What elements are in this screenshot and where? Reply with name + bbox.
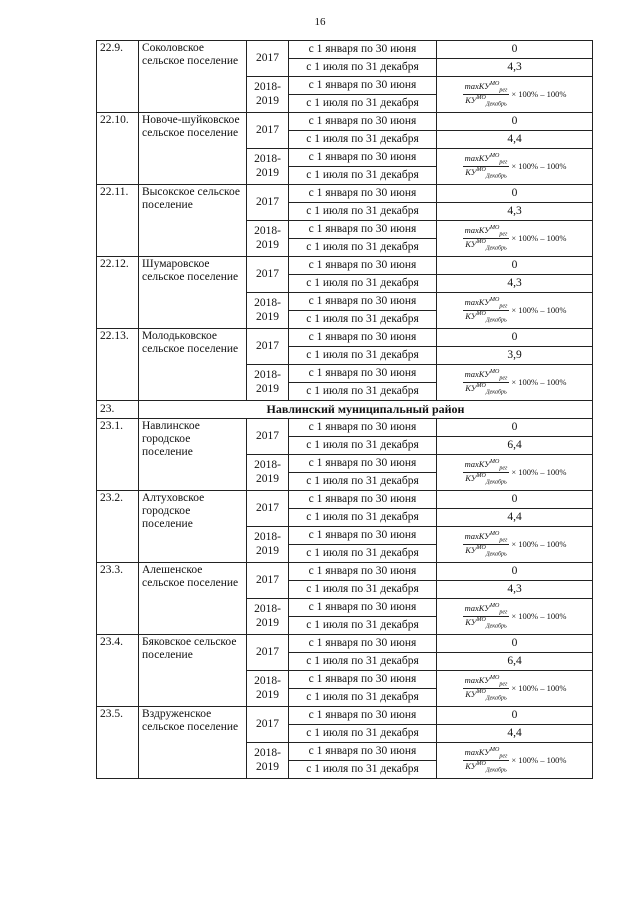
period-first-half: с 1 января по 30 июня bbox=[289, 329, 437, 347]
year-2019: 2019 bbox=[256, 166, 279, 179]
year-2017: 2017 bbox=[247, 635, 289, 671]
period-first-half: с 1 января по 30 июня bbox=[289, 293, 437, 311]
formula-denominator: $КУ^{МО}_{Декабрь}$ bbox=[465, 166, 507, 180]
settlement-name: Высокское сельское поселение bbox=[139, 185, 247, 257]
year-2019: 2019 bbox=[256, 544, 279, 557]
formula-suffix: × 100% – 100% bbox=[511, 88, 567, 99]
formula bbox=[437, 531, 592, 558]
table-row bbox=[97, 41, 593, 59]
value-second-half: 4,4 bbox=[437, 131, 593, 149]
settlement-name: Навлинское городское поселение bbox=[139, 419, 247, 491]
formula-cell bbox=[437, 77, 593, 113]
year-2018: 2018- bbox=[254, 297, 281, 310]
period-first-half: с 1 января по 30 июня bbox=[289, 455, 437, 473]
value-second-half: 4,3 bbox=[437, 203, 593, 221]
formula-denominator: $КУ^{МО}_{Декабрь}$ bbox=[465, 760, 507, 774]
period-second-half: с 1 июля по 31 декабря bbox=[289, 545, 437, 563]
row-number: 23.1. bbox=[97, 419, 139, 491]
period-second-half: с 1 июля по 31 декабря bbox=[289, 581, 437, 599]
formula-numerator: maxКУ$^{МО}_{рег}$ bbox=[464, 531, 508, 544]
settlement-name: Алешенское сельское поселение bbox=[139, 563, 247, 635]
section-number: 23. bbox=[97, 401, 139, 419]
period-second-half: с 1 июля по 31 декабря bbox=[289, 167, 437, 185]
year-2018-2019 bbox=[247, 365, 289, 401]
year-2018-2019 bbox=[247, 293, 289, 329]
section-row bbox=[97, 401, 593, 419]
value-second-half: 3,9 bbox=[437, 347, 593, 365]
settlement-name: Молодьковское сельское поселение bbox=[139, 329, 247, 401]
year-2018: 2018- bbox=[254, 603, 281, 616]
formula-denominator: $КУ^{МО}_{Декабрь}$ bbox=[465, 472, 507, 486]
formula-denominator: $КУ^{МО}_{Декабрь}$ bbox=[465, 94, 507, 108]
formula bbox=[437, 81, 592, 108]
row-number: 23.4. bbox=[97, 635, 139, 707]
period-first-half: с 1 января по 30 июня bbox=[289, 77, 437, 95]
value-first-half: 0 bbox=[437, 419, 593, 437]
formula-suffix: × 100% – 100% bbox=[511, 466, 567, 477]
year-2018: 2018- bbox=[254, 369, 281, 382]
year-2019: 2019 bbox=[256, 472, 279, 485]
period-second-half: с 1 июля по 31 декабря bbox=[289, 275, 437, 293]
formula-numerator: maxКУ$^{МО}_{рег}$ bbox=[464, 603, 508, 616]
period-first-half: с 1 января по 30 июня bbox=[289, 527, 437, 545]
year-2018: 2018- bbox=[254, 225, 281, 238]
year-2018: 2018- bbox=[254, 747, 281, 760]
year-2019: 2019 bbox=[256, 688, 279, 701]
period-first-half: с 1 января по 30 июня bbox=[289, 257, 437, 275]
period-second-half: с 1 июля по 31 декабря bbox=[289, 347, 437, 365]
formula bbox=[437, 603, 592, 630]
period-first-half: с 1 января по 30 июня bbox=[289, 41, 437, 59]
period-first-half: с 1 января по 30 июня bbox=[289, 599, 437, 617]
year-2017: 2017 bbox=[247, 185, 289, 221]
row-number: 22.11. bbox=[97, 185, 139, 257]
table-row bbox=[97, 401, 593, 419]
value-second-half: 6,4 bbox=[437, 437, 593, 455]
period-second-half: с 1 июля по 31 декабря bbox=[289, 59, 437, 77]
formula bbox=[437, 747, 592, 774]
year-2018: 2018- bbox=[254, 675, 281, 688]
value-first-half: 0 bbox=[437, 41, 593, 59]
formula-fraction bbox=[463, 225, 510, 252]
year-2017: 2017 bbox=[247, 563, 289, 599]
period-first-half: с 1 января по 30 июня bbox=[289, 185, 437, 203]
formula-cell bbox=[437, 149, 593, 185]
formula-cell bbox=[437, 221, 593, 257]
formula-suffix: × 100% – 100% bbox=[511, 538, 567, 549]
year-2018: 2018- bbox=[254, 81, 281, 94]
table-row bbox=[97, 329, 593, 347]
table-body-23 bbox=[97, 419, 593, 779]
year-2017: 2017 bbox=[247, 41, 289, 77]
table-row bbox=[97, 635, 593, 653]
formula bbox=[437, 459, 592, 486]
formula bbox=[437, 675, 592, 702]
period-second-half: с 1 июля по 31 декабря bbox=[289, 473, 437, 491]
formula-numerator: maxКУ$^{МО}_{рег}$ bbox=[464, 459, 508, 472]
row-number: 23.5. bbox=[97, 707, 139, 779]
settlement-name: Шумаровское сельское поселение bbox=[139, 257, 247, 329]
table-row bbox=[97, 113, 593, 131]
year-2018-2019 bbox=[247, 77, 289, 113]
table-row bbox=[97, 491, 593, 509]
table-row bbox=[97, 563, 593, 581]
formula-fraction bbox=[463, 297, 510, 324]
value-second-half: 4,3 bbox=[437, 59, 593, 77]
period-second-half: с 1 июля по 31 декабря bbox=[289, 653, 437, 671]
period-second-half: с 1 июля по 31 декабря bbox=[289, 311, 437, 329]
formula-denominator: $КУ^{МО}_{Декабрь}$ bbox=[465, 382, 507, 396]
row-number: 22.12. bbox=[97, 257, 139, 329]
settlement-name: Алтуховское городское поселение bbox=[139, 491, 247, 563]
year-2018-2019 bbox=[247, 455, 289, 491]
formula-fraction bbox=[463, 459, 510, 486]
formula-suffix: × 100% – 100% bbox=[511, 610, 567, 621]
period-second-half: с 1 июля по 31 декабря bbox=[289, 617, 437, 635]
settlement-name: Бяковское сельское поселение bbox=[139, 635, 247, 707]
formula-fraction bbox=[463, 153, 510, 180]
formula-numerator: maxКУ$^{МО}_{рег}$ bbox=[464, 675, 508, 688]
year-2018: 2018- bbox=[254, 531, 281, 544]
year-2018: 2018- bbox=[254, 153, 281, 166]
value-first-half: 0 bbox=[437, 707, 593, 725]
row-number: 23.3. bbox=[97, 563, 139, 635]
formula-denominator: $КУ^{МО}_{Декабрь}$ bbox=[465, 688, 507, 702]
formula-cell bbox=[437, 527, 593, 563]
page-number: 16 bbox=[314, 16, 326, 28]
year-2018-2019 bbox=[247, 149, 289, 185]
formula bbox=[437, 297, 592, 324]
formula-numerator: maxКУ$^{МО}_{рег}$ bbox=[464, 297, 508, 310]
section-title: Навлинский муниципальный район bbox=[139, 401, 593, 419]
year-2017: 2017 bbox=[247, 113, 289, 149]
year-2018-2019 bbox=[247, 671, 289, 707]
formula-numerator: maxКУ$^{МО}_{рег}$ bbox=[464, 153, 508, 166]
year-2018-2019 bbox=[247, 743, 289, 779]
year-2017: 2017 bbox=[247, 491, 289, 527]
period-first-half: с 1 января по 30 июня bbox=[289, 707, 437, 725]
period-first-half: с 1 января по 30 июня bbox=[289, 419, 437, 437]
year-2018-2019 bbox=[247, 221, 289, 257]
year-2019: 2019 bbox=[256, 310, 279, 323]
table-row bbox=[97, 185, 593, 203]
period-second-half: с 1 июля по 31 декабря bbox=[289, 203, 437, 221]
value-second-half: 6,4 bbox=[437, 653, 593, 671]
formula-numerator: maxКУ$^{МО}_{рег}$ bbox=[464, 225, 508, 238]
period-first-half: с 1 января по 30 июня bbox=[289, 149, 437, 167]
period-second-half: с 1 июля по 31 декабря bbox=[289, 761, 437, 779]
formula bbox=[437, 369, 592, 396]
formula-numerator: maxКУ$^{МО}_{рег}$ bbox=[464, 747, 508, 760]
formula-suffix: × 100% – 100% bbox=[511, 754, 567, 765]
period-second-half: с 1 июля по 31 декабря bbox=[289, 437, 437, 455]
period-first-half: с 1 января по 30 июня bbox=[289, 563, 437, 581]
table-body-22 bbox=[97, 41, 593, 401]
tariff-table bbox=[96, 40, 593, 779]
settlement-name: Вздруженское сельское поселение bbox=[139, 707, 247, 779]
row-number: 22.10. bbox=[97, 113, 139, 185]
period-second-half: с 1 июля по 31 декабря bbox=[289, 725, 437, 743]
value-first-half: 0 bbox=[437, 635, 593, 653]
formula bbox=[437, 225, 592, 252]
year-2019: 2019 bbox=[256, 616, 279, 629]
formula-suffix: × 100% – 100% bbox=[511, 682, 567, 693]
year-2017: 2017 bbox=[247, 329, 289, 365]
formula-suffix: × 100% – 100% bbox=[511, 232, 567, 243]
period-second-half: с 1 июля по 31 декабря bbox=[289, 131, 437, 149]
period-first-half: с 1 января по 30 июня bbox=[289, 365, 437, 383]
year-2019: 2019 bbox=[256, 238, 279, 251]
settlement-name: Новоче-шуйковское сельское поселение bbox=[139, 113, 247, 185]
formula-denominator: $КУ^{МО}_{Декабрь}$ bbox=[465, 310, 507, 324]
value-first-half: 0 bbox=[437, 329, 593, 347]
formula-cell bbox=[437, 671, 593, 707]
table-row bbox=[97, 419, 593, 437]
period-first-half: с 1 января по 30 июня bbox=[289, 491, 437, 509]
year-2018: 2018- bbox=[254, 459, 281, 472]
value-first-half: 0 bbox=[437, 563, 593, 581]
year-2018-2019 bbox=[247, 527, 289, 563]
period-second-half: с 1 июля по 31 декабря bbox=[289, 383, 437, 401]
value-second-half: 4,4 bbox=[437, 509, 593, 527]
value-first-half: 0 bbox=[437, 257, 593, 275]
formula-denominator: $КУ^{МО}_{Декабрь}$ bbox=[465, 238, 507, 252]
formula-suffix: × 100% – 100% bbox=[511, 376, 567, 387]
year-2019: 2019 bbox=[256, 94, 279, 107]
table-row bbox=[97, 257, 593, 275]
period-first-half: с 1 января по 30 июня bbox=[289, 635, 437, 653]
formula-fraction bbox=[463, 81, 510, 108]
period-first-half: с 1 января по 30 июня bbox=[289, 743, 437, 761]
period-second-half: с 1 июля по 31 декабря bbox=[289, 95, 437, 113]
row-number: 23.2. bbox=[97, 491, 139, 563]
year-2019: 2019 bbox=[256, 760, 279, 773]
formula-cell bbox=[437, 293, 593, 329]
formula-cell bbox=[437, 455, 593, 491]
value-first-half: 0 bbox=[437, 491, 593, 509]
formula-fraction bbox=[463, 747, 510, 774]
formula-numerator: maxКУ$^{МО}_{рег}$ bbox=[464, 369, 508, 382]
formula-cell bbox=[437, 743, 593, 779]
value-second-half: 4,4 bbox=[437, 725, 593, 743]
period-second-half: с 1 июля по 31 декабря bbox=[289, 689, 437, 707]
value-first-half: 0 bbox=[437, 113, 593, 131]
period-second-half: с 1 июля по 31 декабря bbox=[289, 239, 437, 257]
formula-suffix: × 100% – 100% bbox=[511, 304, 567, 315]
year-2017: 2017 bbox=[247, 419, 289, 455]
period-first-half: с 1 января по 30 июня bbox=[289, 221, 437, 239]
period-second-half: с 1 июля по 31 декабря bbox=[289, 509, 437, 527]
row-number: 22.9. bbox=[97, 41, 139, 113]
formula-fraction bbox=[463, 531, 510, 558]
formula-denominator: $КУ^{МО}_{Декабрь}$ bbox=[465, 616, 507, 630]
year-2018-2019 bbox=[247, 599, 289, 635]
settlement-name: Соколовское сельское поселение bbox=[139, 41, 247, 113]
year-2017: 2017 bbox=[247, 257, 289, 293]
period-first-half: с 1 января по 30 июня bbox=[289, 671, 437, 689]
year-2019: 2019 bbox=[256, 382, 279, 395]
year-2017: 2017 bbox=[247, 707, 289, 743]
row-number: 22.13. bbox=[97, 329, 139, 401]
formula-fraction bbox=[463, 369, 510, 396]
formula-cell bbox=[437, 599, 593, 635]
value-second-half: 4,3 bbox=[437, 275, 593, 293]
formula-fraction bbox=[463, 675, 510, 702]
formula-suffix: × 100% – 100% bbox=[511, 160, 567, 171]
table-row bbox=[97, 707, 593, 725]
formula-numerator: maxКУ$^{МО}_{рег}$ bbox=[464, 81, 508, 94]
formula-cell bbox=[437, 365, 593, 401]
value-first-half: 0 bbox=[437, 185, 593, 203]
formula-fraction bbox=[463, 603, 510, 630]
formula bbox=[437, 153, 592, 180]
period-first-half: с 1 января по 30 июня bbox=[289, 113, 437, 131]
value-second-half: 4,3 bbox=[437, 581, 593, 599]
formula-denominator: $КУ^{МО}_{Декабрь}$ bbox=[465, 544, 507, 558]
